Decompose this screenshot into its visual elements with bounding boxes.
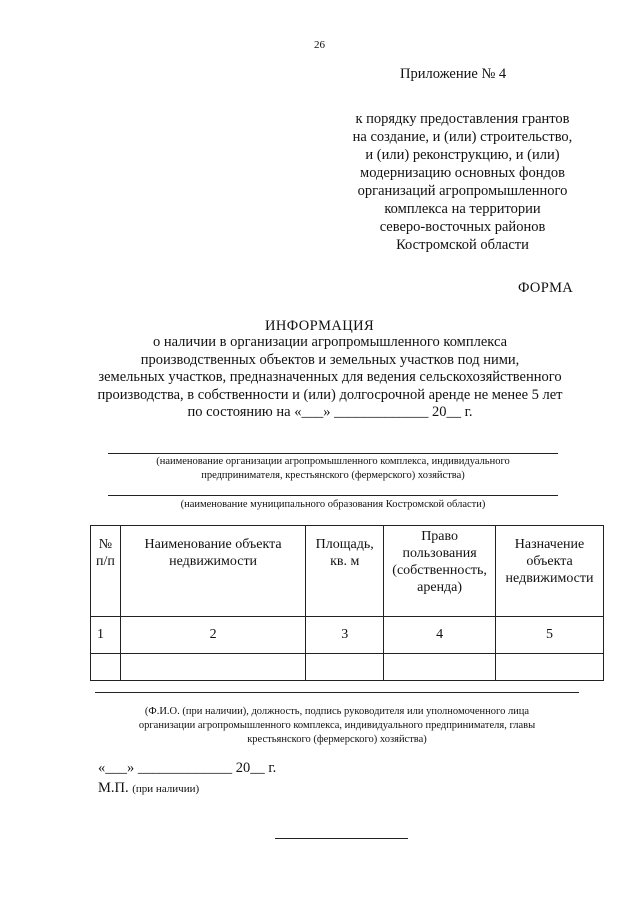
table-cell <box>306 654 384 681</box>
header-cell-area: Площадь, кв. м <box>306 526 384 617</box>
organization-name-line <box>108 453 558 454</box>
signatory-line <box>95 692 579 693</box>
annex-title: Приложение № 4 <box>400 66 507 82</box>
seal-label: М.П. <box>98 780 129 796</box>
organization-caption <box>108 455 558 483</box>
seal-note: (при наличии) <box>132 783 200 795</box>
annex-line: на создание, и (или) строительство, <box>352 129 573 145</box>
table-cell: 2 <box>120 617 305 654</box>
table-row-numbers <box>91 617 604 654</box>
table-cell <box>496 654 604 681</box>
table-cell <box>384 654 496 681</box>
municipality-caption: (наименование муниципального образования Костромской области) <box>180 499 486 510</box>
seal-placeholder <box>98 780 199 797</box>
caption-line: (наименование организации агропромышленного комплекса, индивидуального <box>156 456 510 467</box>
caption-line: организации агропромышленного комплекса, индивидуального предпринимателя, главы <box>138 720 536 731</box>
annex-line: и (или) реконструкцию, и (или) <box>365 147 560 163</box>
header-cell-object-name: Наименование объекта недвижимости <box>120 526 305 617</box>
table-cell: 1 <box>91 617 121 654</box>
annex-line: Костромской области <box>396 237 529 253</box>
page-number: 26 <box>314 39 325 51</box>
subtitle-line: производства, в собственности и (или) долгосрочной аренде не менее 5 лет <box>97 386 563 403</box>
property-table <box>90 525 604 681</box>
annex-line: северо-восточных районов <box>379 219 546 235</box>
subtitle-line: земельных участков, предназначенных для ведения сельскохозяйственного <box>98 369 562 385</box>
table-cell: 4 <box>384 617 496 654</box>
subtitle-line: по состоянию на «___» _____________ 20__ г. <box>187 404 473 420</box>
annex-text <box>330 110 595 254</box>
header-cell-purpose: Назначение объекта недвижимости <box>496 526 604 617</box>
annex-line: модернизацию основных фондов <box>360 165 565 181</box>
subtitle-line: о наличии в организации агропромышленного комплекса <box>152 334 508 350</box>
caption-line: предпринимателя, крестьянского (фермерского) хозяйства) <box>201 470 465 481</box>
table-cell: 3 <box>306 617 384 654</box>
annex-line: комплекса на территории <box>384 201 541 217</box>
header-cell-number: № п/п <box>91 526 121 617</box>
signatory-caption <box>95 705 579 747</box>
header-cell-usage-right: Право пользования (собственность, аренда) <box>384 526 496 617</box>
caption-line: крестьянского (фермерского) хозяйства) <box>247 734 427 745</box>
document-subtitle <box>80 334 580 422</box>
table-header-row <box>91 526 604 617</box>
municipality-name-line <box>108 495 558 496</box>
annex-line: организаций агропромышленного <box>357 183 568 199</box>
table-cell <box>120 654 305 681</box>
table-cell <box>91 654 121 681</box>
document-title: ИНФОРМАЦИЯ <box>264 318 375 334</box>
table-cell: 5 <box>496 617 604 654</box>
caption-line: (Ф.И.О. (при наличии), должность, подпись руководителя или уполномоченного лица <box>144 706 530 717</box>
table-row-empty <box>91 654 604 681</box>
signature-date: «___» _____________ 20__ г. <box>98 760 277 776</box>
annex-line: к порядку предоставления грантов <box>355 111 570 127</box>
form-label: ФОРМА <box>518 280 574 296</box>
bottom-line <box>275 838 408 839</box>
subtitle-line: производственных объектов и земельных участков под ними, <box>140 351 520 368</box>
